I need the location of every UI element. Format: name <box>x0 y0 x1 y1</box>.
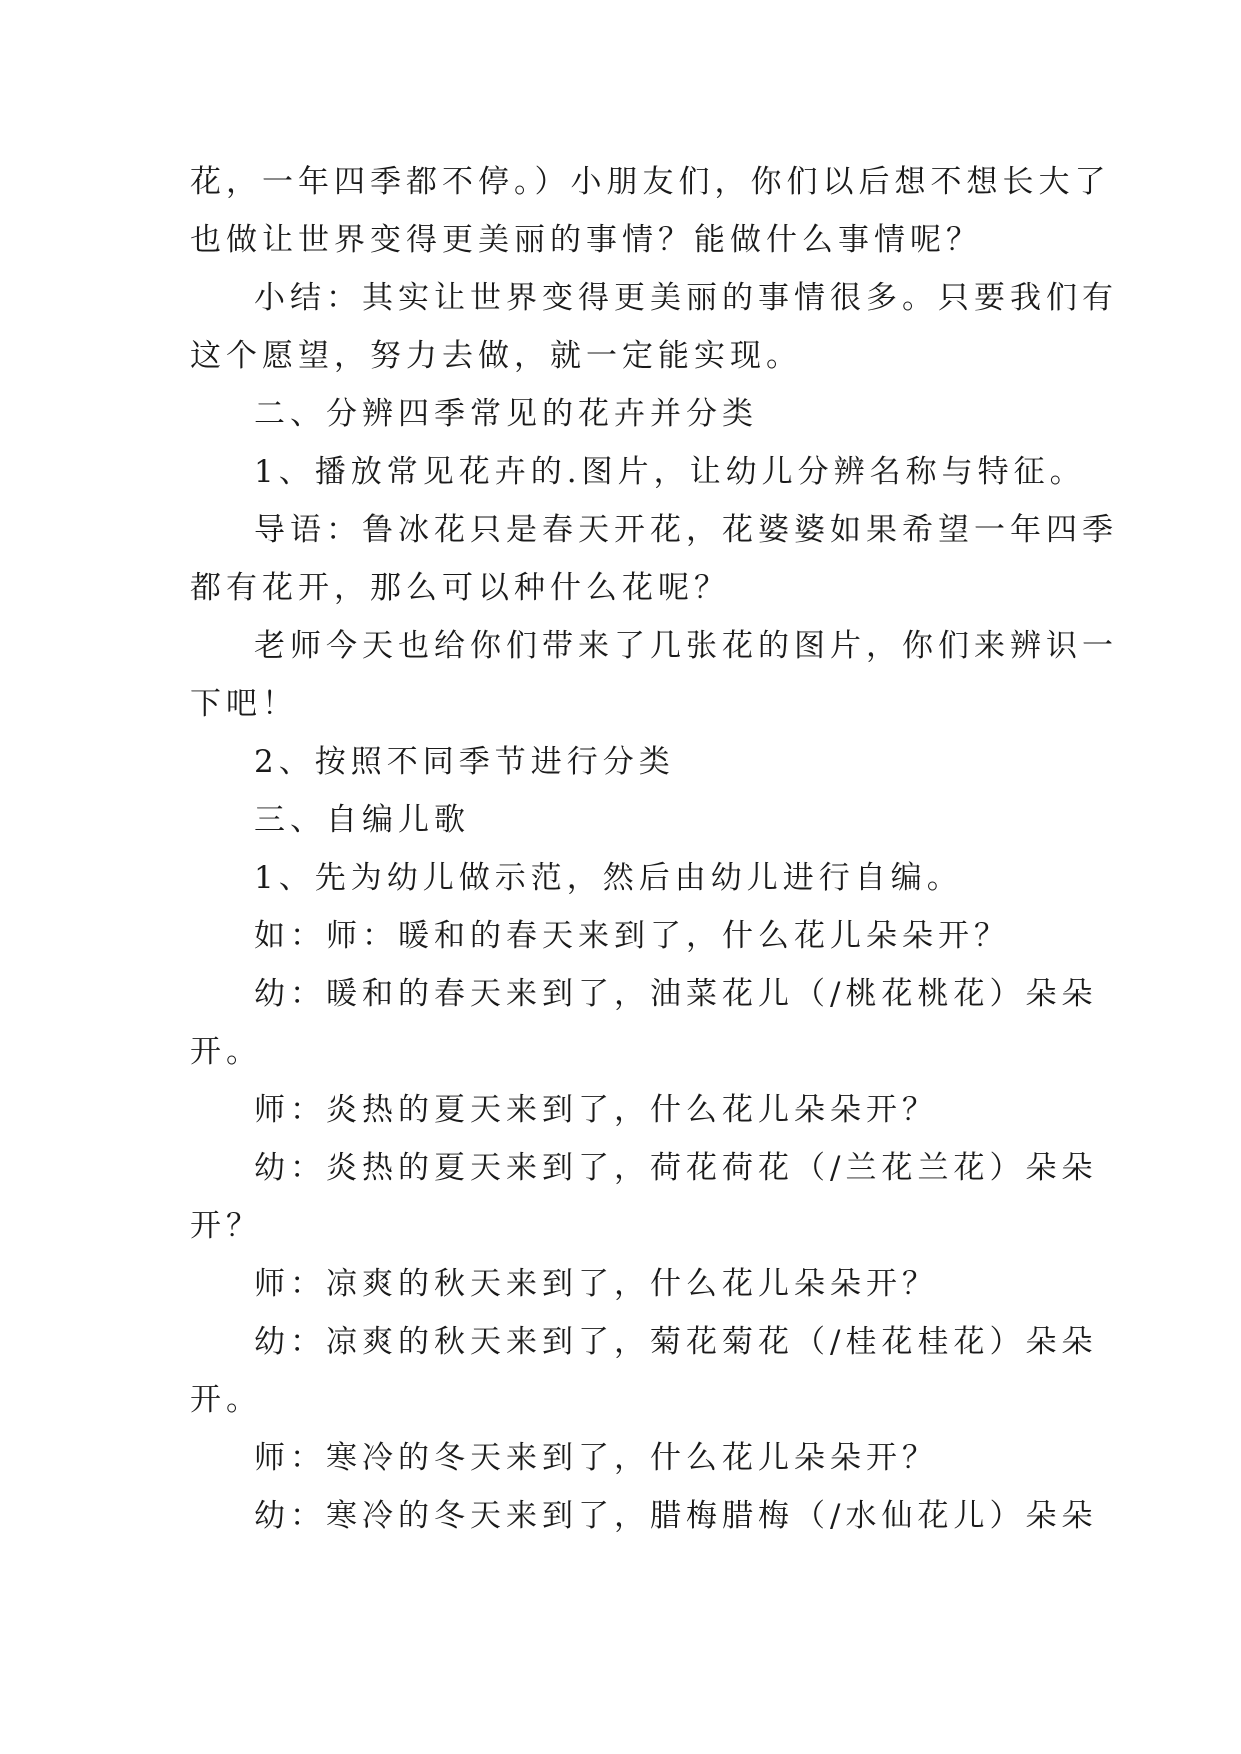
text-line: 都有花开，那么可以种什么花呢？ <box>190 570 730 606</box>
text-line: 1、播放常见花卉的.图片，让幼儿分辨名称与特征。 <box>254 454 1086 490</box>
section-heading: 二、分辨四季常见的花卉并分类 <box>254 396 758 432</box>
text-line: 开。 <box>190 1034 262 1070</box>
text-line: 下吧！ <box>190 686 298 722</box>
text-line: 花，一年四季都不停。）小朋友们，你们以后想不想长大了 <box>190 164 1111 200</box>
text-line: 如：师：暖和的春天来到了，什么花儿朵朵开？ <box>254 918 1010 954</box>
text-line: 也做让世界变得更美丽的事情？能做什么事情呢？ <box>190 222 982 258</box>
section-heading: 三、自编儿歌 <box>254 802 470 838</box>
text-line: 开？ <box>190 1208 262 1244</box>
text-line: 这个愿望，努力去做，就一定能实现。 <box>190 338 802 374</box>
text-line: 老师今天也给你们带来了几张花的图片，你们来辨识一 <box>254 628 1118 664</box>
text-line: 2、按照不同季节进行分类 <box>254 744 675 780</box>
text-line: 1、先为幼儿做示范，然后由幼儿进行自编。 <box>254 860 963 896</box>
text-line: 师：凉爽的秋天来到了，什么花儿朵朵开？ <box>254 1266 938 1302</box>
text-line: 幼：炎热的夏天来到了，荷花荷花（/兰花兰花）朵朵 <box>254 1150 1098 1186</box>
text-line: 开。 <box>190 1382 262 1418</box>
text-line: 幼：凉爽的秋天来到了，菊花菊花（/桂花桂花）朵朵 <box>254 1324 1098 1360</box>
text-line: 导语：鲁冰花只是春天开花，花婆婆如果希望一年四季 <box>254 512 1118 548</box>
text-line: 幼：暖和的春天来到了，油菜花儿（/桃花桃花）朵朵 <box>254 976 1098 1012</box>
text-line: 师：炎热的夏天来到了，什么花儿朵朵开？ <box>254 1092 938 1128</box>
text-line: 小结：其实让世界变得更美丽的事情很多。只要我们有 <box>254 280 1118 316</box>
text-line: 师：寒冷的冬天来到了，什么花儿朵朵开？ <box>254 1440 938 1476</box>
text-line: 幼：寒冷的冬天来到了，腊梅腊梅（/水仙花儿）朵朵 <box>254 1498 1098 1534</box>
